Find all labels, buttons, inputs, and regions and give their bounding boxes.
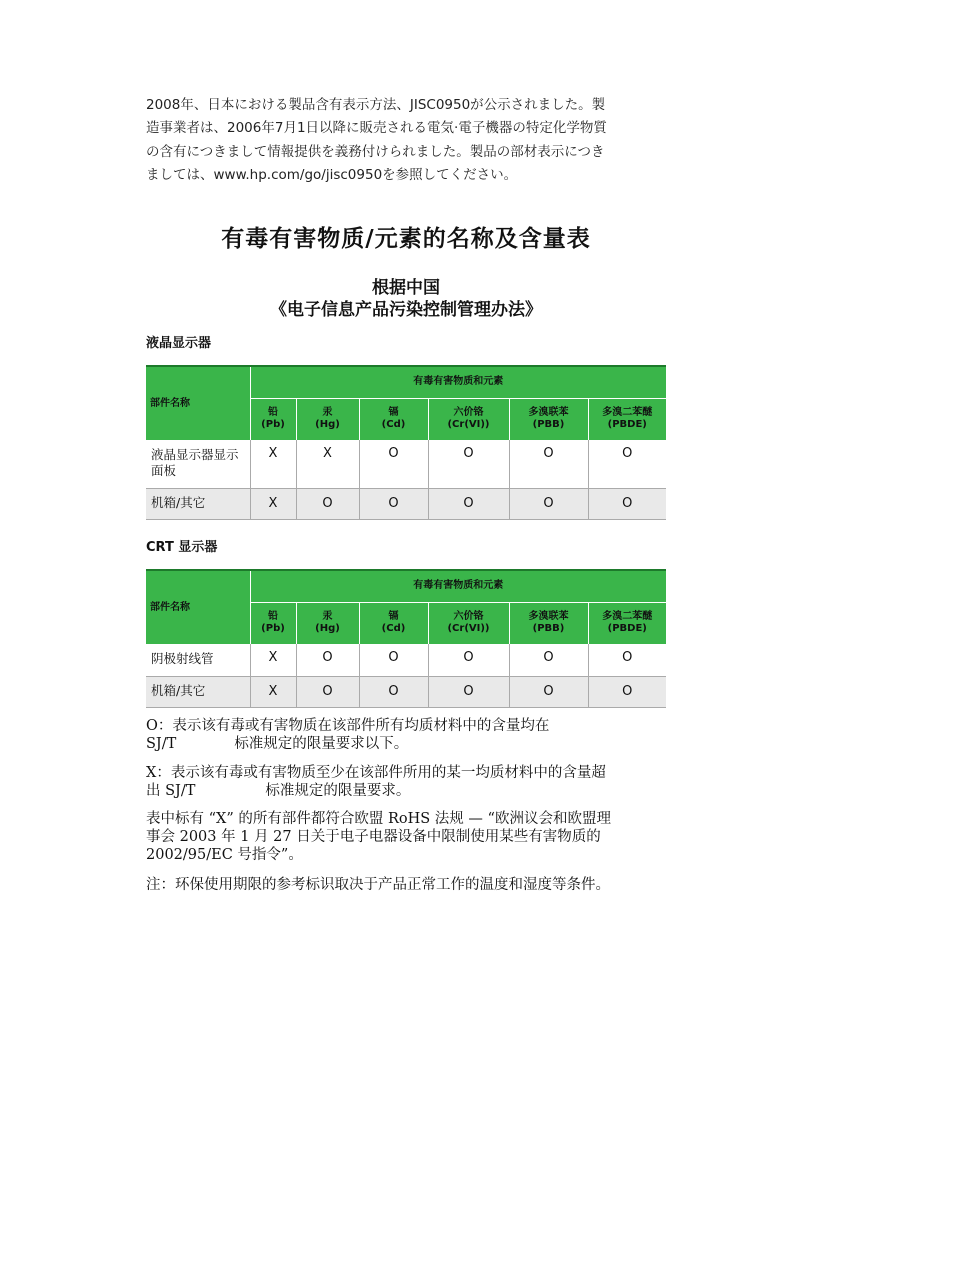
- value-cell: O: [359, 440, 428, 488]
- col-header-cr6: 六价铬 (Cr(VI)): [428, 398, 509, 440]
- x-symbol-note: [146, 764, 676, 800]
- value-cell: O: [509, 440, 588, 488]
- table-row: [146, 676, 666, 707]
- value-cell: O: [509, 676, 588, 707]
- value-cell: O: [428, 644, 509, 676]
- lcd-substance-table: [146, 365, 666, 520]
- value-cell: X: [250, 644, 296, 676]
- subtitle-line-2: 《电子信息产品污染控制管理办法》: [270, 300, 542, 320]
- col-header-cd: 镉 (Cd): [359, 602, 428, 644]
- col-header-pb: 铅 (Pb): [250, 602, 296, 644]
- col-header-hg: 汞 (Hg): [296, 602, 359, 644]
- main-title: 有毒有害物质/元素的名称及含量表: [221, 226, 591, 252]
- value-cell: O: [588, 488, 666, 519]
- value-cell: O: [428, 488, 509, 519]
- section-label-crt: CRT 显示器: [146, 540, 218, 555]
- rohs-note: [146, 810, 676, 864]
- table-row: [146, 644, 666, 676]
- o-note-prefix: SJ/T: [146, 736, 177, 752]
- value-cell: O: [359, 488, 428, 519]
- environmental-note: 注：环保使用期限的参考标识取决于产品正常工作的温度和湿度等条件。: [146, 877, 610, 893]
- value-cell: O: [588, 644, 666, 676]
- rohs-line2: 事会 2003 年 1 月 27 日关于电子电器设备中限制使用某些有害物质的: [146, 829, 601, 845]
- value-cell: O: [509, 644, 588, 676]
- o-symbol-note: [146, 717, 676, 753]
- col-header-pbb: 多溴联苯 (PBB): [509, 398, 588, 440]
- value-cell: O: [428, 676, 509, 707]
- o-note-line1: O：表示该有毒或有害物质在该部件所有均质材料中的含量均在: [146, 718, 550, 734]
- col-header-cd: 镉 (Cd): [359, 398, 428, 440]
- x-note-line1: X：表示该有毒或有害物质至少在该部件所用的某一均质材料中的含量超: [146, 765, 606, 781]
- col-header-pbb: 多溴联苯 (PBB): [509, 602, 588, 644]
- value-cell: O: [359, 644, 428, 676]
- rohs-line1: 表中标有 “X” 的所有部件都符合欧盟 RoHS 法规 — “欧洲议会和欧盟理: [146, 811, 611, 827]
- value-cell: O: [588, 676, 666, 707]
- col-header-pbde: 多溴二苯醚 (PBDE): [588, 398, 666, 440]
- value-cell: X: [296, 440, 359, 488]
- value-cell: O: [359, 676, 428, 707]
- value-cell: X: [250, 440, 296, 488]
- o-note-suffix: 标准规定的限量要求以下。: [234, 736, 409, 752]
- part-name-header: 部件名称: [146, 570, 250, 644]
- part-name-cell: 机箱/其它: [146, 676, 250, 707]
- col-header-pbde: 多溴二苯醚 (PBDE): [588, 602, 666, 644]
- value-cell: X: [250, 488, 296, 519]
- section-label-lcd: 液晶显示器: [146, 336, 212, 351]
- subtitle-line-1: 根据中国: [372, 278, 440, 298]
- value-cell: X: [250, 676, 296, 707]
- part-name-cell: 机箱/其它: [146, 488, 250, 519]
- x-note-suffix: 标准规定的限量要求。: [265, 783, 411, 799]
- value-cell: O: [296, 676, 359, 707]
- value-cell: O: [428, 440, 509, 488]
- col-header-cr6: 六价铬 (Cr(VI)): [428, 602, 509, 644]
- part-name-header: 部件名称: [146, 366, 250, 440]
- col-header-pb: 铅 (Pb): [250, 398, 296, 440]
- part-name-cell: 液晶显示器显示面板: [146, 440, 250, 488]
- substance-group-header: 有毒有害物质和元素: [250, 366, 666, 398]
- table-row: [146, 488, 666, 519]
- table-row: [146, 440, 666, 488]
- part-name-cell: 阴极射线管: [146, 644, 250, 676]
- crt-substance-table: [146, 569, 666, 708]
- value-cell: O: [296, 488, 359, 519]
- x-note-prefix: 出 SJ/T: [146, 783, 196, 799]
- jp-notice-paragraph: 2008年、日本における製品含有表示方法、JISC0950が公示されました。製造事業者は、2006年7月1日以降に販売される電気·電子機器の特定化学物質の含有につきまして情報提供を義務付けられました。製品の部材表示につきましては、www.hp.com/go/jisc0950を参照してください。: [146, 97, 607, 183]
- value-cell: O: [296, 644, 359, 676]
- col-header-hg: 汞 (Hg): [296, 398, 359, 440]
- value-cell: O: [509, 488, 588, 519]
- substance-group-header: 有毒有害物质和元素: [250, 570, 666, 602]
- rohs-line3: 2002/95/EC 号指令”。: [146, 847, 303, 863]
- value-cell: O: [588, 440, 666, 488]
